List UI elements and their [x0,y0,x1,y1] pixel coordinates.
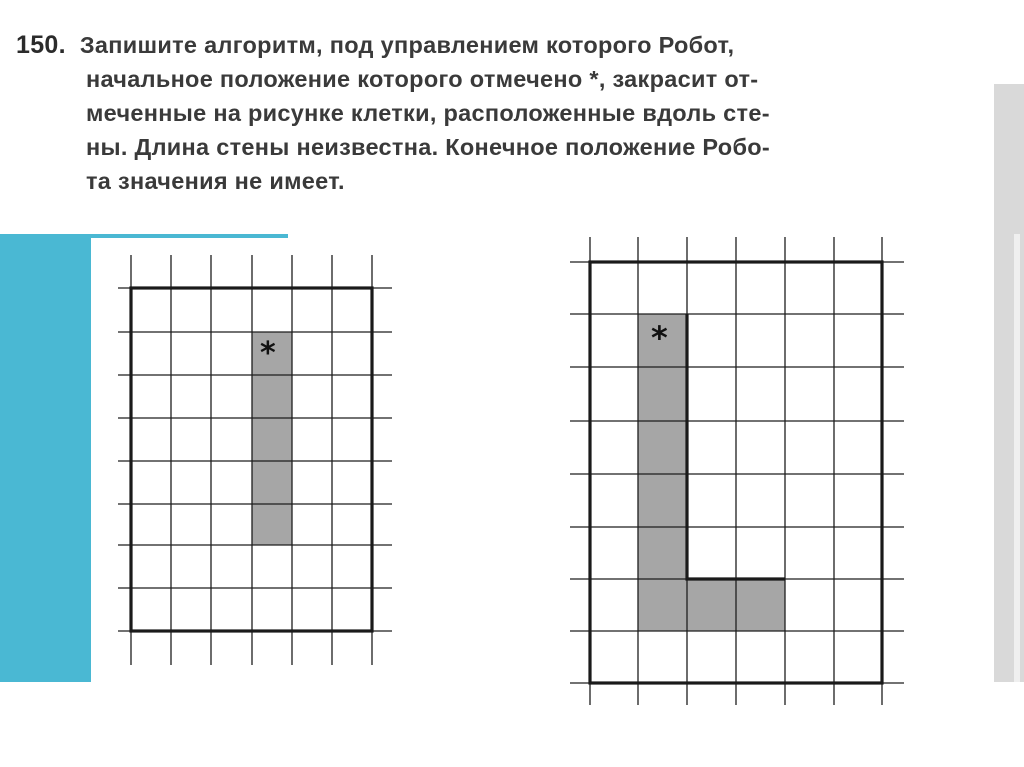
shaded-cell [638,421,687,474]
shaded-cell [687,579,736,631]
task-line-3: меченные на рисунке клетки, расположенные вдоль сте- [86,100,770,126]
task-text [16,28,991,198]
right-shaded-cells [638,314,785,631]
task-line-5: та значения не имеет. [86,168,345,194]
shaded-cell [252,504,293,545]
right-field-figure [570,237,910,707]
task-line-4: ны. Длина стены неизвестна. Конечное положение Робо- [86,134,771,160]
shaded-cell [638,579,687,631]
shaded-cell [638,474,687,527]
shaded-cell [736,579,785,631]
right-grid-lines [570,237,904,705]
robot-start-marker: * [260,336,276,371]
accent-block [0,234,91,682]
side-strip-highlight [1014,234,1020,682]
task-line-1: 150. Запишите алгоритм, под управлением которого Робот, [16,31,735,59]
accent-line [91,234,288,238]
shaded-cell [638,367,687,421]
task-line-2: начальное положение которого отмечено *, закрасит от- [86,66,759,92]
shaded-cell [252,375,293,418]
left-field-figure [110,255,400,670]
shaded-cell [638,527,687,579]
task-number: 150. [16,31,66,59]
shaded-cell [252,418,293,461]
robot-start-marker: * [651,319,668,357]
shaded-cell [252,461,293,504]
